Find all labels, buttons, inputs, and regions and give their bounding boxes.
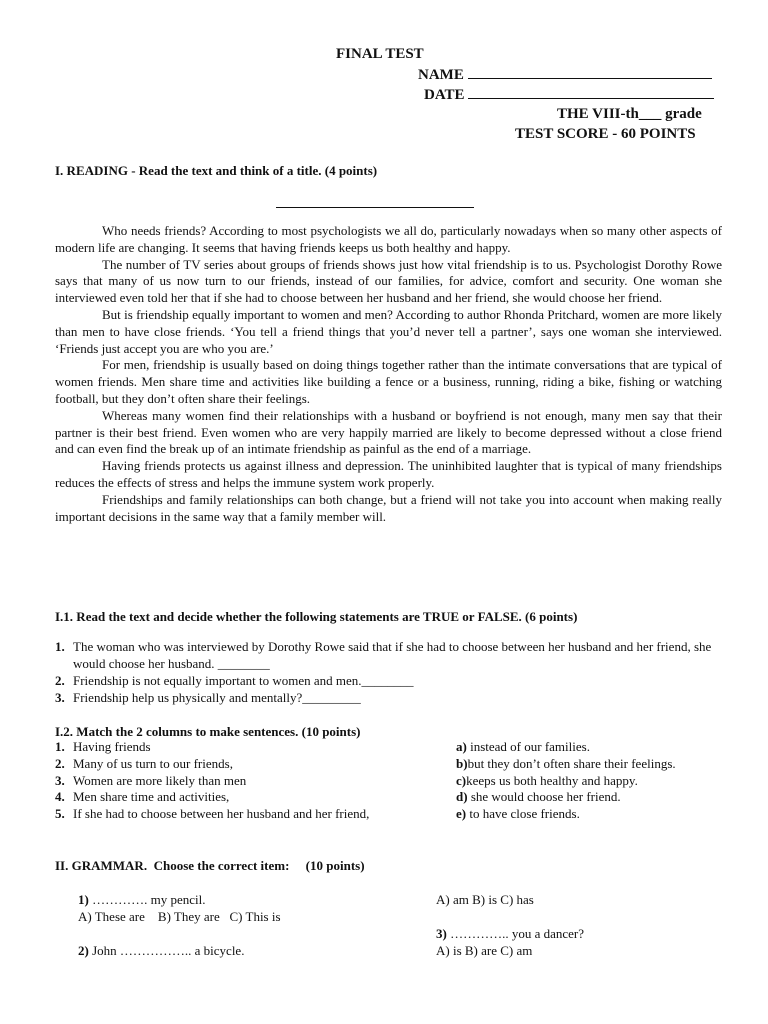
match-text: instead of our families.	[466, 739, 590, 754]
matching-heading: I.2. Match the 2 columns to make sentences. (10 points)	[55, 724, 361, 739]
statement-number: 2.	[55, 673, 65, 688]
reading-paragraph: The number of TV series about groups of friends shows just how vital friendship is to us. Psychologist Dorothy Rowe says that many of us now turn to our friends, instead of our families, for advice, comfort and security. One woman she interviewed even told her that if she had to choose between her husband and her friend, she would choose her friend.	[55, 256, 722, 306]
match-number: 3.	[55, 772, 65, 788]
grammar-heading: II. GRAMMAR. Choose the correct item: (10 points)	[55, 858, 365, 873]
reading-paragraph: Friendships and family relationships can both change, but a friend will not take you into account when making really important decisions in the same way that a family member will.	[55, 491, 722, 524]
question-number: 2)	[78, 943, 89, 958]
statement-item[interactable]	[55, 689, 722, 706]
match-right-item	[456, 756, 676, 773]
test-title: FINAL TEST	[336, 46, 424, 62]
statement-item[interactable]	[55, 672, 722, 689]
match-number: 4.	[55, 789, 65, 805]
grammar-question-3	[436, 925, 584, 942]
grade-label: THE VIII-th___ grade	[557, 106, 702, 122]
question-text: John …………….. a bicycle.	[88, 943, 245, 958]
reading-paragraph: For men, friendship is usually based on doing things together rather than the intimate conversations that are typical of women friends. Men share time and activities like building a fence or a business, running, riding a bike, fishing or watching football, but they don’t often share their feelings.	[55, 357, 722, 406]
match-text: Men share time and activities,	[73, 789, 230, 805]
statement-text: Friendship is not equally important to women and men.________	[73, 673, 414, 688]
question-number: 3)	[436, 926, 447, 941]
statement-number: 1.	[55, 639, 65, 654]
statement-number: 3.	[55, 690, 65, 705]
grammar-options-1b[interactable]: A) am B) is C) has	[436, 892, 534, 907]
match-right-item	[456, 806, 676, 823]
match-text: Having friends	[73, 739, 151, 754]
match-text: but they don’t often share their feelings.	[467, 755, 676, 771]
match-left-item	[55, 773, 369, 790]
question-number: 1)	[78, 892, 89, 907]
statement-text: Friendship help us physically and mentally?_________	[73, 690, 361, 705]
title-answer-line[interactable]	[276, 207, 474, 208]
match-letter: c)	[456, 772, 467, 788]
match-left-item	[55, 789, 369, 806]
matching-left-column	[55, 739, 369, 823]
match-number: 5.	[55, 806, 65, 822]
question-text: ………….. you a dancer?	[446, 926, 585, 941]
true-false-heading: I.1. Read the text and decide whether the following statements are TRUE or FALSE. (6 points)	[55, 609, 578, 624]
date-field[interactable]	[424, 84, 714, 105]
match-number: 1.	[55, 739, 65, 754]
match-number: 2.	[55, 755, 65, 771]
name-blank[interactable]	[468, 64, 712, 79]
true-false-list	[55, 638, 722, 706]
name-field[interactable]	[418, 64, 712, 85]
match-right-item	[456, 739, 676, 756]
match-letter: e)	[456, 806, 467, 822]
date-blank[interactable]	[468, 84, 714, 99]
date-label: DATE	[424, 87, 465, 103]
reading-paragraph: Who needs friends? According to most psychologists we all do, particularly nowadays when so many other aspects of modern life are changing. It seems that having friends keeps us both healthy and happy.	[55, 223, 722, 255]
matching-right-column	[456, 739, 676, 823]
match-left-item	[55, 806, 369, 823]
match-right-item	[456, 789, 676, 806]
match-text: she would choose her friend.	[467, 789, 621, 805]
reading-heading: I. READING - Read the text and think of a title. (4 points)	[55, 163, 378, 178]
match-letter: d)	[456, 789, 468, 805]
statement-item[interactable]	[55, 638, 722, 672]
grammar-options-1[interactable]: A) These are B) They are C) This is	[78, 909, 281, 924]
match-letter: a)	[456, 739, 467, 754]
grammar-question-2	[78, 942, 244, 959]
question-text: …………. my pencil.	[88, 892, 206, 907]
match-text: Many of us turn to our friends,	[73, 755, 233, 771]
match-text: to have close friends.	[466, 806, 580, 822]
match-text: Women are more likely than men	[73, 772, 247, 788]
match-right-item	[456, 773, 676, 790]
grammar-options-3[interactable]: A) is B) are C) am	[436, 943, 533, 958]
reading-paragraph: Whereas many women find their relationships with a husband or boyfriend is not enough, many men say that their partner is their best friend. Even women who are very happily married are likely to become depressed without a close friend and can even find the break up of an intimate friendship as painful as the end of a marriage.	[55, 407, 722, 457]
match-left-item	[55, 739, 369, 756]
reading-text	[55, 223, 722, 525]
statement-text: The woman who was interviewed by Dorothy Rowe said that if she had to choose between her husband and her friend, she would choose her husband. ________	[73, 639, 712, 671]
match-letter: b)	[456, 755, 468, 771]
match-text: If she had to choose between her husband and her friend,	[73, 806, 370, 822]
reading-paragraph: But is friendship equally important to women and men? According to author Rhonda Pritchard, women are more likely than men to have close friends. ‘You tell a friend things that you’d never tell a partner’, says one woman she interviewed. ‘Friends just accept you are who you are.’	[55, 306, 722, 356]
grammar-question-1	[78, 891, 205, 908]
test-score-label: TEST SCORE - 60 POINTS	[515, 126, 696, 142]
match-text: keeps us both healthy and happy.	[466, 772, 638, 788]
match-left-item	[55, 756, 369, 773]
name-label: NAME	[418, 67, 464, 83]
reading-paragraph: Having friends protects us against illness and depression. The uninhibited laughter that is typical of many friendships reduces the effects of stress and helps the immune system work properly.	[55, 458, 722, 490]
